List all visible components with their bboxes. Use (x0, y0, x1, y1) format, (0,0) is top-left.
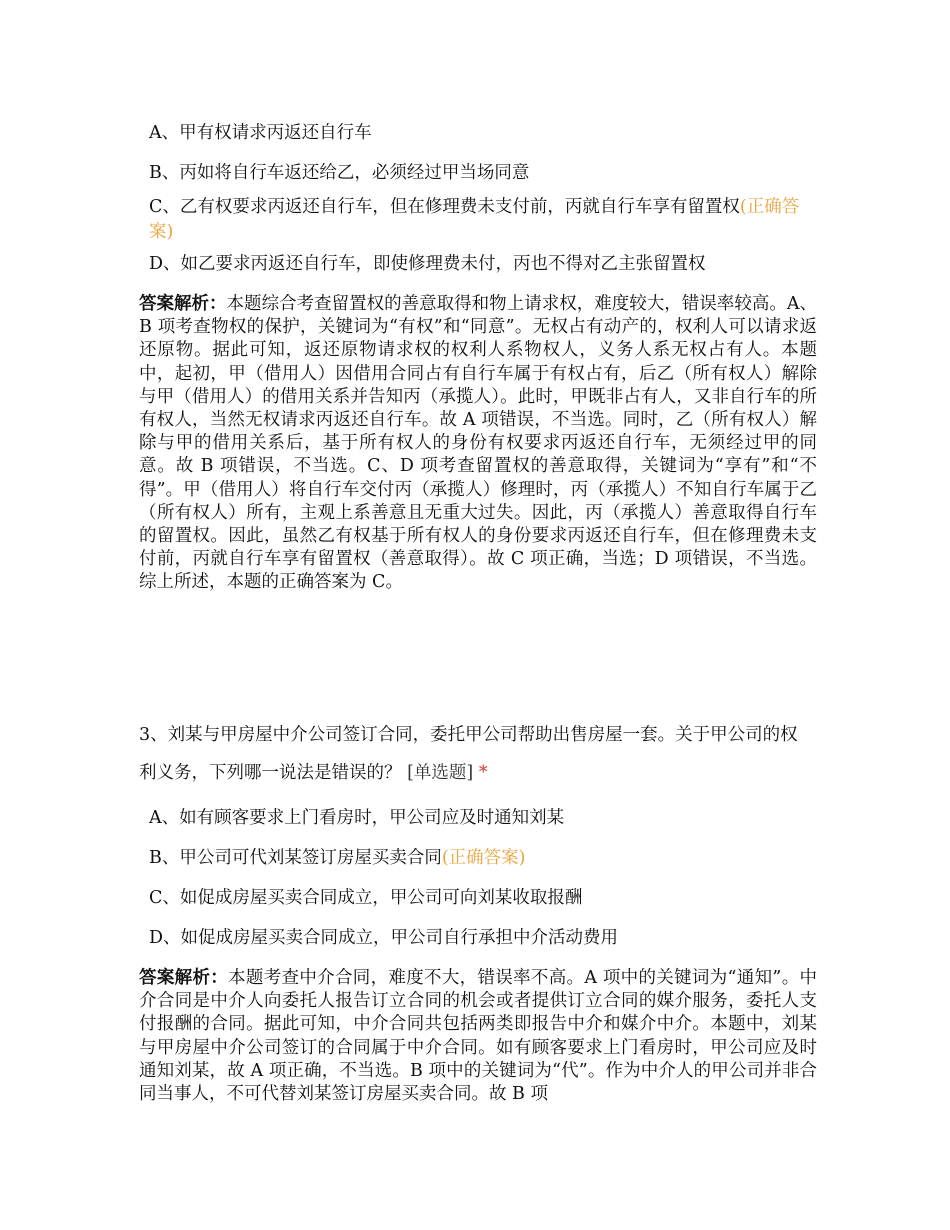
q3-question (139, 716, 809, 792)
analysis-label: 答案解析： (139, 968, 229, 988)
q2-option-d[interactable] (149, 252, 819, 277)
q3-option-a[interactable] (149, 806, 819, 831)
question-text: 3、刘某与甲房屋中介公司签订合同，委托甲公司帮助出售房屋一套。关于甲公司的权利义务，下列哪一说法是错误的？ (139, 725, 798, 783)
q2-option-c[interactable] (149, 195, 819, 245)
required-mark: * (478, 763, 488, 783)
q2-answer-analysis (139, 293, 817, 595)
q3-option-b[interactable] (149, 846, 819, 871)
q3-option-c[interactable] (149, 886, 819, 911)
option-text: D、如乙要求丙返还自行车，即使修理费未付，丙也不得对乙主张留置权 (149, 254, 706, 274)
q3-option-d[interactable] (149, 926, 819, 951)
option-text: B、丙如将自行车返还给乙，必须经过甲当场同意 (149, 163, 530, 183)
correct-answer-tag: (正确答案) (149, 197, 800, 242)
option-text: A、如有顾客要求上门看房时，甲公司应及时通知刘某 (149, 808, 565, 828)
q2-option-a[interactable] (149, 121, 819, 146)
option-text: D、如促成房屋买卖合同成立，甲公司自行承担中介活动费用 (149, 928, 619, 948)
option-text: B、甲公司可代刘某签订房屋买卖合同 (149, 848, 442, 868)
correct-answer-tag: (正确答案) (441, 848, 526, 868)
analysis-label: 答案解析： (139, 294, 227, 314)
option-text: A、甲有权请求丙返还自行车 (149, 123, 372, 143)
question-type-tag: [单选题] (407, 763, 474, 783)
option-text: C、如促成房屋买卖合同成立，甲公司可向刘某收取报酬 (149, 888, 583, 908)
analysis-text: 本题综合考查留置权的善意取得和物上请求权，难度较大，错误率较高。A、B 项考查物权的保护，关键词为“有权”和“同意”。无权占有动产的，权利人可以请求返还原物。据此可知，返还原物请求权的权利人系物权人，义务人系无权占有人。本题中，起初，甲（借用人）因借用合同占有自行车属于有权占有，后乙（所有权人）解除与甲（借用人）的借用关系并告知丙（承揽人）。此时，甲既非占有人，又非自行车的所有权人，当然无权请求丙返还自行车。故 A 项错误，不当选。同时，乙（所有权人）解除与甲的借用关系后，基于所有权人的身份有权要求丙返还自行车，无须经过甲的同意。故 B 项错误，不当选。C、D 项考查留置权的善意取得，关键词为“享有”和“不得”。甲（借用人）将自行车交付丙（承揽人）修理时，丙（承揽人）不知自行车属于乙（所有权人）所有，主观上系善意且无重大过失。因此，丙（承揽人）善意取得自行车的留置权。因此，虽然乙有权基于所有权人的身份要求丙返还自行车，但在修理费未支付前，丙就自行车享有留置权（善意取得）。故 C 项正确，当选；D 项错误，不当选。综上所述，本题的正确答案为 C。 (139, 294, 817, 593)
q3-answer-analysis (139, 967, 817, 1106)
q2-option-b[interactable] (149, 161, 819, 186)
analysis-text: 本题考查中介合同，难度不大，错误率不高。A 项中的关键词为“通知”。中介合同是中介人向委托人报告订立合同的机会或者提供订立合同的媒介服务，委托人支付报酬的合同。据此可知，中介合同共包括两类即报告中介和媒介中介。本题中，刘某与甲房屋中介公司签订的合同属于中介合同。如有顾客要求上门看房时，甲公司应及时通知刘某，故 A 项正确，不当选。B 项中的关键词为“代”。作为中介人的甲公司并非合同当事人，不可代替刘某签订房屋买卖合同。故 B 项 (139, 968, 818, 1105)
option-text: C、乙有权要求丙返还自行车，但在修理费未支付前，丙就自行车享有留置权 (149, 197, 740, 217)
